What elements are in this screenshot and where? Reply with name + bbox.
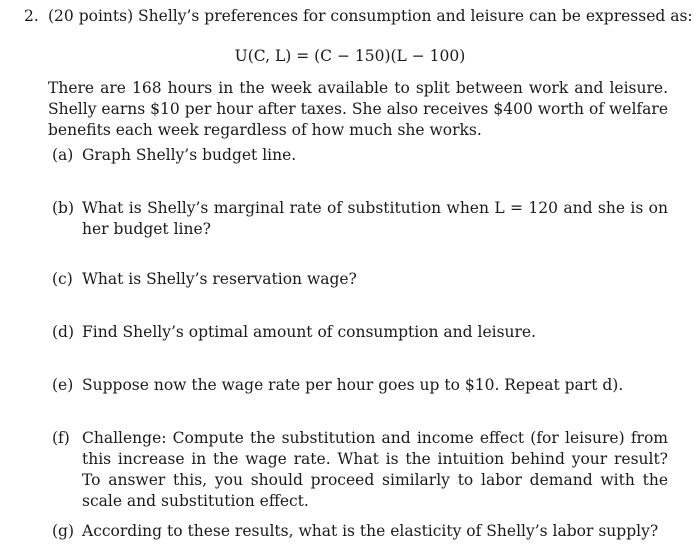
part-g — [52, 521, 668, 542]
question-number: 2. — [24, 7, 39, 25]
question-intro: There are 168 hours in the week available to split between work and leisure. Shelly earns $10 per hour after taxes. She also receives $400 worth of welfare benefits each week regardless of how much she works. — [48, 79, 668, 139]
part-text: What is Shelly’s marginal rate of substitution when L = 120 and she is on her budget line? — [82, 199, 668, 238]
part-text: According to these results, what is the elasticity of Shelly’s labor supply? — [82, 522, 659, 540]
part-text: Find Shelly’s optimal amount of consumption and leisure. — [82, 323, 537, 341]
part-text: What is Shelly’s reservation wage? — [82, 270, 357, 288]
part-label: (a) — [52, 146, 74, 164]
part-label: (f) — [52, 429, 70, 447]
part-text: Suppose now the wage rate per hour goes up to $10. Repeat part d). — [82, 376, 624, 394]
part-label: (c) — [52, 270, 73, 288]
part-f — [52, 428, 668, 512]
utility-equation: U(C, L) = (C − 150)(L − 100) — [234, 47, 466, 65]
question-header-text: (20 points) Shelly’s preferences for consumption and leisure can be expressed as: — [48, 7, 693, 25]
part-text: Graph Shelly’s budget line. — [82, 146, 297, 164]
part-c — [52, 269, 668, 290]
part-text: Challenge: Compute the substitution and income effect (for leisure) from this increase in the wage rate. What is the intuition behind your result? To answer this, you should proceed similarly to labor demand with the scale and substitution effect. — [82, 429, 668, 510]
part-label: (d) — [52, 323, 75, 341]
question-header — [24, 6, 693, 27]
part-a — [52, 145, 668, 166]
part-label: (b) — [52, 199, 75, 217]
part-d — [52, 322, 668, 343]
part-e — [52, 375, 668, 396]
part-label: (e) — [52, 376, 74, 394]
part-label: (g) — [52, 522, 75, 540]
part-b — [52, 198, 668, 240]
